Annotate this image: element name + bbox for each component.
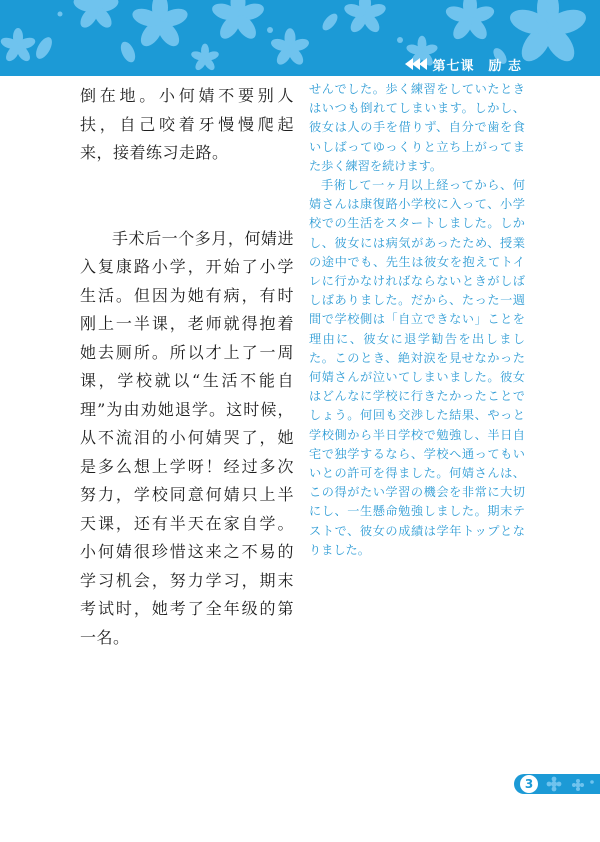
page-header-band (0, 0, 600, 76)
chinese-paragraph-1: 倒在地。小何婧不要别人扶，自己咬着牙慢慢爬起来，接着练习走路。 (80, 86, 294, 162)
chapter-label (405, 54, 522, 74)
chinese-text-column (80, 82, 294, 652)
japanese-paragraph-2: 手術して一ヶ月以上経ってから、何婧さんは康復路小学校に入って、小学校での生活をスタートしました。しかし、彼女には病気があったため、授業の途中でも、先生は彼女を抱えてトイレに行かなければならないときがしばしばありました。だから、たった一週間で学校側は「自立できない」ことを理由に、彼女に退学勧告を出しました。このとき、絶対涙を見せなかった何婧さんが泣いてしまいました。彼女はどんなに学校に行きたかったことでしょう。何回も交渉した結果、やっと学校側から半日学校で勉強し、半日自宅で独学するなら、学校へ通ってもいいとの許可を得ました。何婧さんは、この得がたい学習の機会を非常に大切にし、一生懸命勉強しました。期末テストで、彼女の成績は学年トップとなりました。 (309, 178, 525, 557)
japanese-text-column (309, 80, 525, 560)
chevron-left-icon (405, 58, 426, 70)
flower-footer-decoration (540, 774, 600, 794)
chinese-paragraph-2: 手术后一个多月，何婧进入复康路小学，开始了小学生活。但因为她有病，有时刚上一半课，老师就得抱着她去厕所。所以才上了一周课，学校就以“生活不能自理”为由劝她退学。这时候，从不流泪的小何婧哭了，她是多么想上学呀！经过多次努力，学校同意何婧只上半天课，还有半天在家自学。小何婧很珍惜这来之不易的学习机会，努力学习，期末考试时，她考了全年级的第一名。 (80, 228, 294, 647)
japanese-paragraph-1: せんでした。歩く練習をしていたときはいつも倒れてしまいます。しかし、彼女は人の手を借りず、自分で歯を食いしばってゆっくりと立ち上がってまた歩く練習を続けます。 (309, 82, 525, 173)
chapter-title: 第七课 励 志 (432, 58, 522, 74)
page-number: 3 (520, 775, 538, 793)
